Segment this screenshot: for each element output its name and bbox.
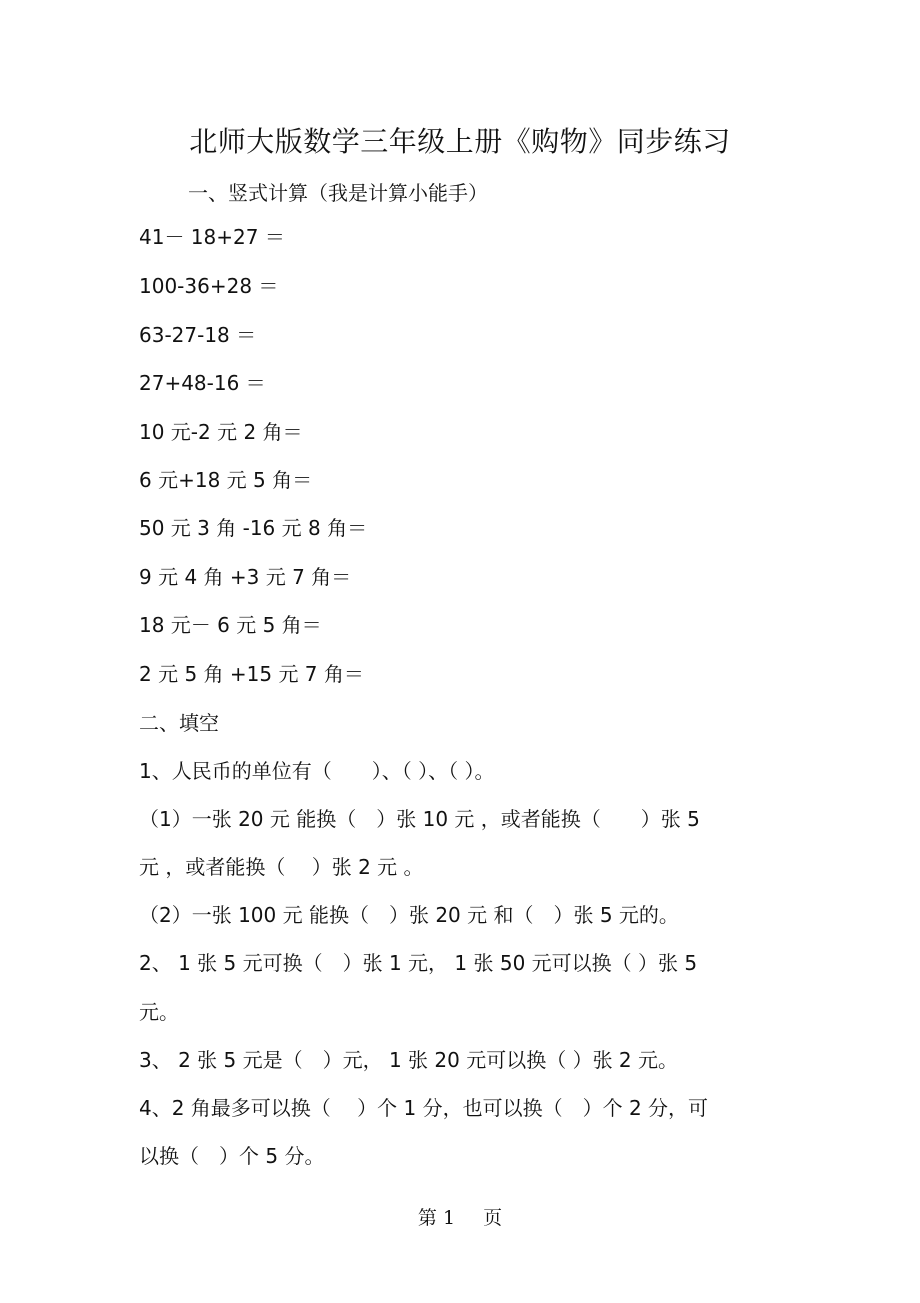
problem-7: 50 元 3 角 -16 元 8 角＝ <box>139 516 368 540</box>
section-1-heading: 一、竖式计算（我是计算小能手） <box>188 181 488 205</box>
question-2-line-2: 元。 <box>139 1000 179 1024</box>
question-1-1-line-1: （1）一张 20 元 能换（ ）张 10 元 ，或者能换（ ）张 5 <box>139 807 700 831</box>
question-1: 1、人民币的单位有（ ）、（ ）、（ ）。 <box>139 759 495 783</box>
problem-5: 10 元-2 元 2 角＝ <box>139 420 303 444</box>
page-number: 第 1 <box>417 1207 456 1229</box>
problem-8: 9 元 4 角 +3 元 7 角＝ <box>139 565 352 589</box>
page-title: 北师大版数学三年级上册《购物》同步练习 <box>189 125 731 158</box>
question-4-line-1: 4、2 角最多可以换（ ）个 1 分，也可以换（ ）个 2 分，可 <box>139 1096 709 1120</box>
problem-10: 2 元 5 角 +15 元 7 角＝ <box>139 662 364 686</box>
problem-1: 41－ 18+27 ＝ <box>139 225 285 249</box>
page-footer <box>0 1203 920 1230</box>
page-label: 页 <box>483 1207 503 1229</box>
question-3: 3、 2 张 5 元是（ ）元， 1 张 20 元可以换（ ）张 2 元。 <box>139 1048 679 1072</box>
problem-3: 63-27-18 ＝ <box>139 323 257 347</box>
question-1-1-line-2: 元 ，或者能换（ ）张 2 元 。 <box>139 855 424 879</box>
section-2-heading: 二、填空 <box>139 711 219 735</box>
question-4-line-2: 以换（ ）个 5 分。 <box>139 1144 325 1168</box>
question-1-2: （2）一张 100 元 能换（ ）张 20 元 和（ ）张 5 元的。 <box>139 903 679 927</box>
problem-9: 18 元－ 6 元 5 角＝ <box>139 613 322 637</box>
problem-6: 6 元+18 元 5 角＝ <box>139 468 313 492</box>
question-2-line-1: 2、 1 张 5 元可换（ ）张 1 元， 1 张 50 元可以换（ ）张 5 <box>139 951 698 975</box>
problem-2: 100-36+28 ＝ <box>139 274 279 298</box>
problem-4: 27+48-16 ＝ <box>139 371 266 395</box>
